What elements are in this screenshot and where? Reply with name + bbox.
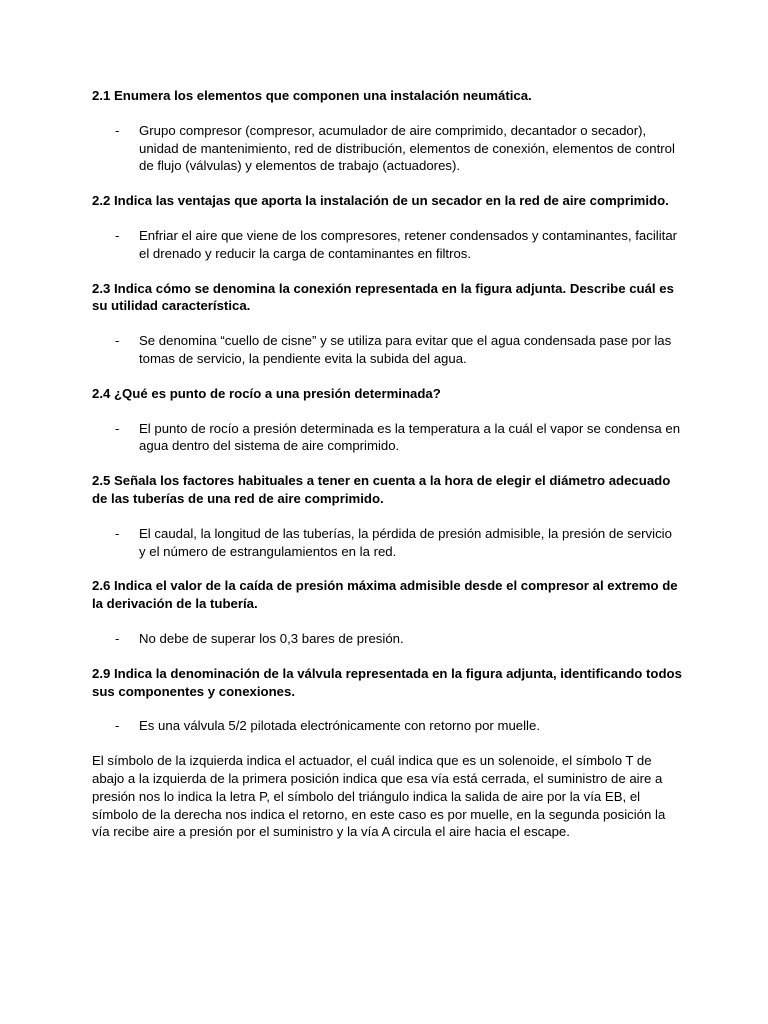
answer-list (92, 227, 682, 263)
answer-text: El caudal, la longitud de las tuberías, la pérdida de presión admisible, la presión de servicio y el número de estrangulamientos en la red. (139, 525, 672, 559)
question-2-3: 2.3 Indica cómo se denomina la conexión representada en la figura adjunta. Describe cuál es su utilidad característica. (92, 280, 674, 314)
question-2-5: 2.5 Señala los factores habituales a tener en cuenta a la hora de elegir el diámetro adecuado de las tuberías de una red de aire comprimido. (92, 473, 671, 506)
question-2-1: 2.1 Enumera los elementos que componen una instalación neumática. (92, 88, 532, 103)
bullet-dash: - (115, 525, 120, 541)
answer-list (92, 630, 682, 648)
answer-item (92, 630, 682, 648)
bullet-dash: - (115, 333, 120, 349)
answer-text: Enfriar el aire que viene de los compresores, retener condensados y contaminantes, facilitar el drenado y reducir la carga de contaminantes en filtros. (139, 227, 678, 261)
bullet-dash: - (115, 227, 120, 243)
document-page (92, 87, 682, 841)
closing-paragraph: El símbolo de la izquierda indica el actuador, el cuál indica que es un solenoide, el símbolo T de abajo a la izquierda de la primera posición indica que esa vía está cerrada, el suministro de aire a presión nos lo indica la letra P, el símbolo del triángulo indica la salida de aire por la vía EB, el símbolo de la derecha nos indica el retorno, en este caso es por muelle, en la segunda posición la vía recibe aire a presión por el suministro y la vía A circula el aire hacia el escape. (92, 753, 666, 840)
answer-list (92, 717, 682, 735)
answer-item (92, 717, 682, 735)
question-2-2: 2.2 Indica las ventajas que aporta la instalación de un secador en la red de aire comprimido. (92, 193, 669, 209)
answer-list (92, 525, 682, 561)
answer-text: Se denomina “cuello de cisne” y se utiliza para evitar que el agua condensada pase por las tomas de servicio, la pendiente evita la subida del agua. (139, 333, 672, 366)
answer-item (92, 420, 682, 456)
answer-text: Grupo compresor (compresor, acumulador de aire comprimido, decantador o secador), unidad de mantenimiento, red de distribución, elementos de conexión, elementos de control de flujo (válvulas) y elementos de trabajo (actuadores). (139, 122, 675, 174)
answer-text: No debe de superar los 0,3 bares de presión. (139, 630, 404, 646)
bullet-dash: - (115, 122, 120, 138)
question-2-9: 2.9 Indica la denominación de la válvula representada en la figura adjunta, identificando todos sus componentes y conexiones. (92, 665, 682, 699)
question-2-6: 2.6 Indica el valor de la caída de presión máxima admisible desde el compresor al extremo de la derivación de la tubería. (92, 578, 678, 612)
answer-item (92, 525, 682, 561)
answer-list (92, 420, 682, 456)
answer-item (92, 227, 682, 263)
answer-item (92, 122, 682, 175)
answer-list (92, 332, 682, 368)
bullet-dash: - (115, 718, 120, 734)
question-2-4: 2.4 ¿Qué es punto de rocío a una presión determinada? (92, 385, 441, 401)
answer-item (92, 332, 682, 368)
answer-list (92, 122, 682, 175)
answer-text: El punto de rocío a presión determinada es la temperatura a la cuál el vapor se condensa en agua dentro del sistema de aire comprimido. (139, 420, 681, 454)
answer-text: Es una válvula 5/2 pilotada electrónicamente con retorno por muelle. (139, 718, 540, 734)
bullet-dash: - (115, 630, 120, 646)
bullet-dash: - (115, 420, 120, 436)
